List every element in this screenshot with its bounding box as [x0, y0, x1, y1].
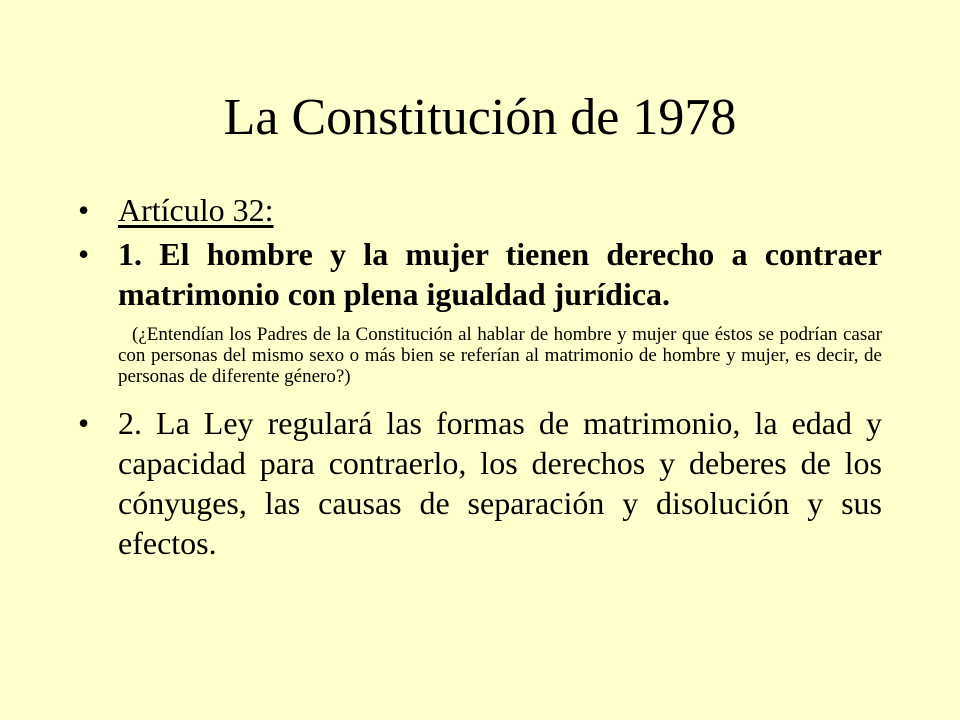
- article-heading-text: Artículo 32:: [118, 192, 274, 228]
- bullet-list: [78, 190, 882, 563]
- slide-title: La Constitución de 1978: [223, 89, 737, 146]
- paragraph-1-text: 1. El hombre y la mujer tienen derecho a contraer matrimonio con plena igualdad jurídica.: [118, 236, 882, 312]
- bullet-marker: •: [78, 236, 90, 272]
- bullet-paragraph-1: [78, 234, 882, 314]
- commentary-note: (¿Entendían los Padres de la Constitución al hablar de hombre y mujer que éstos se podrían casar con personas del mismo sexo o más bien se referían al matrimonio de hombre y mujer, es decir, de personas de diferente género?): [118, 324, 882, 387]
- bullet-paragraph-2: [78, 403, 882, 563]
- bullet-article-heading: [78, 190, 882, 230]
- bullet-marker: •: [78, 405, 90, 441]
- bullet-marker: •: [78, 192, 90, 228]
- paragraph-2-text: 2. La Ley regulará las formas de matrimonio, la edad y capacidad para contraerlo, los derechos y deberes de los cónyuges, las causas de separación y disolución y sus efectos.: [118, 405, 882, 561]
